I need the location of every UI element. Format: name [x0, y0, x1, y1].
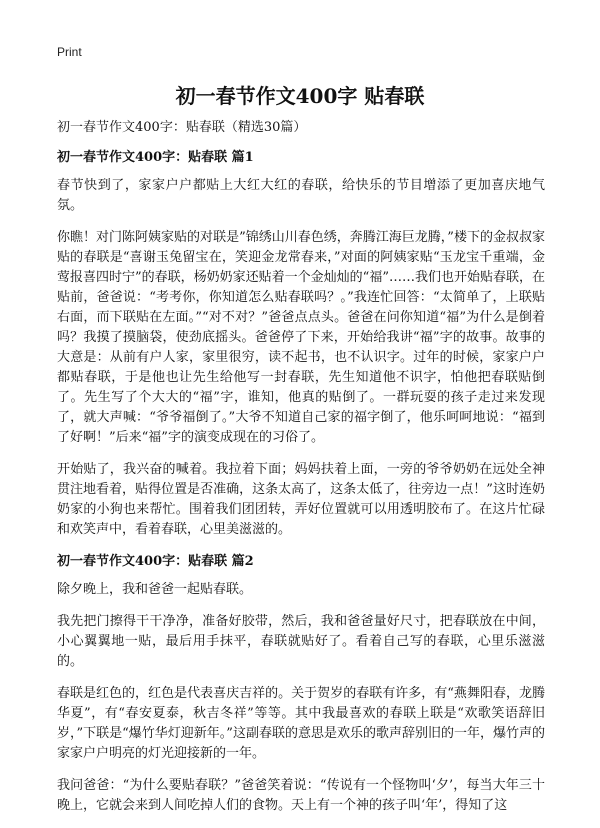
paragraph: 春联是红色的，红色是代表喜庆吉祥的。关于贺岁的春联有许多，有“燕舞阳春，龙腾华夏”，有“春安夏泰，秋吉冬祥”等等。其中我最喜欢的春联上联是“欢歌笑语辞旧岁，”下联是“爆竹华灯迎新年。”这副春联的意思是欢乐的歌声辞别旧的一年，爆竹声的家家户户明亮的灯光迎接新的一年。	[57, 686, 545, 761]
paragraph: 我问爸爸：“为什么要贴春联？”爸爸笑着说：“传说有一个怪物叫‘夕’，每当大年三十晚上，它就会来到人间吃掉人们的食物。天上有一个神的孩子叫‘年’，得知了这	[57, 778, 545, 813]
section-heading: 初一春节作文400字：贴春联 篇1	[57, 150, 254, 165]
paragraph: 春节快到了，家家户户都贴上大红大红的春联，给快乐的节目增添了更加喜庆地气氛。	[57, 178, 545, 213]
paragraph: 你瞧！对门陈阿姨家贴的对联是”锦绣山川春色绣，奔腾江海巨龙腾，”楼下的金叔叔家贴的春联是“喜谢玉兔留宝在，笑迎金龙常春来，”对面的阿姨家贴“玉龙宝千重端，金莺报喜四时宁”的春联，杨奶奶家还贴着一个金灿灿的“福”……我们也开始贴春联，在贴前，爸爸说：“考考你，你知道怎么贴春联吗？。”我连忙回答：“太简单了，上联贴右面，而下联贴在左面。”“对不对？”爸爸点点头。爸爸在问你知道“福”为什么是倒着吗？我摸了摸脑袋，使劲底摇头。爸爸停了下来，开始给我讲“福”字的故事。故事的大意是：从前有户人家，家里很穷，读不起书，也不认识字。过年的时候，家家户户都贴春联，于是他也让先生给他写一封春联，先生知道他不识字，怕他把春联贴倒了。先生写了个大大的“福”字，谁知，他真的贴倒了。一群玩耍的孩子走过来发现了，就大声喊：“爷爷福倒了。”大爷不知道自己家的福字倒了，他乐呵呵地说：“福到了好啊！”后来“福”字的演变成现在的习俗了。	[57, 230, 545, 445]
page-title: 初一春节作文400字 贴春联	[175, 84, 425, 108]
article-subtitle: 初一春节作文400字：贴春联（精选30篇）	[57, 120, 307, 135]
section-1	[57, 148, 545, 540]
section-2	[57, 552, 545, 816]
paragraph: 除夕晚上，我和爸爸一起贴春联。	[57, 582, 253, 597]
article-body	[57, 118, 545, 828]
section-heading: 初一春节作文400字：贴春联 篇2	[57, 554, 254, 569]
paragraph: 我先把门擦得干干净净，准备好胶带，然后，我和爸爸量好尺寸，把春联放在中间，小心翼翼地一贴，最后用手抹平，春联就贴好了。看着自己写的春联，心里乐滋滋的。	[57, 614, 545, 669]
print-link[interactable]: Print	[57, 45, 82, 59]
paragraph: 开始贴了，我兴奋的喊着。我拉着下面；妈妈扶着上面，一旁的爷爷奶奶在远处全神贯注地看着，贴得位置是否准确，这条太高了，这条太低了，往旁边一点！”这时连奶奶家的小狗也来帮忙。围着我们团团转，弄好位置就可以用透明胶布了。在这片忙碌和欢笑声中，看着春联，心里美滋滋的。	[57, 462, 545, 537]
